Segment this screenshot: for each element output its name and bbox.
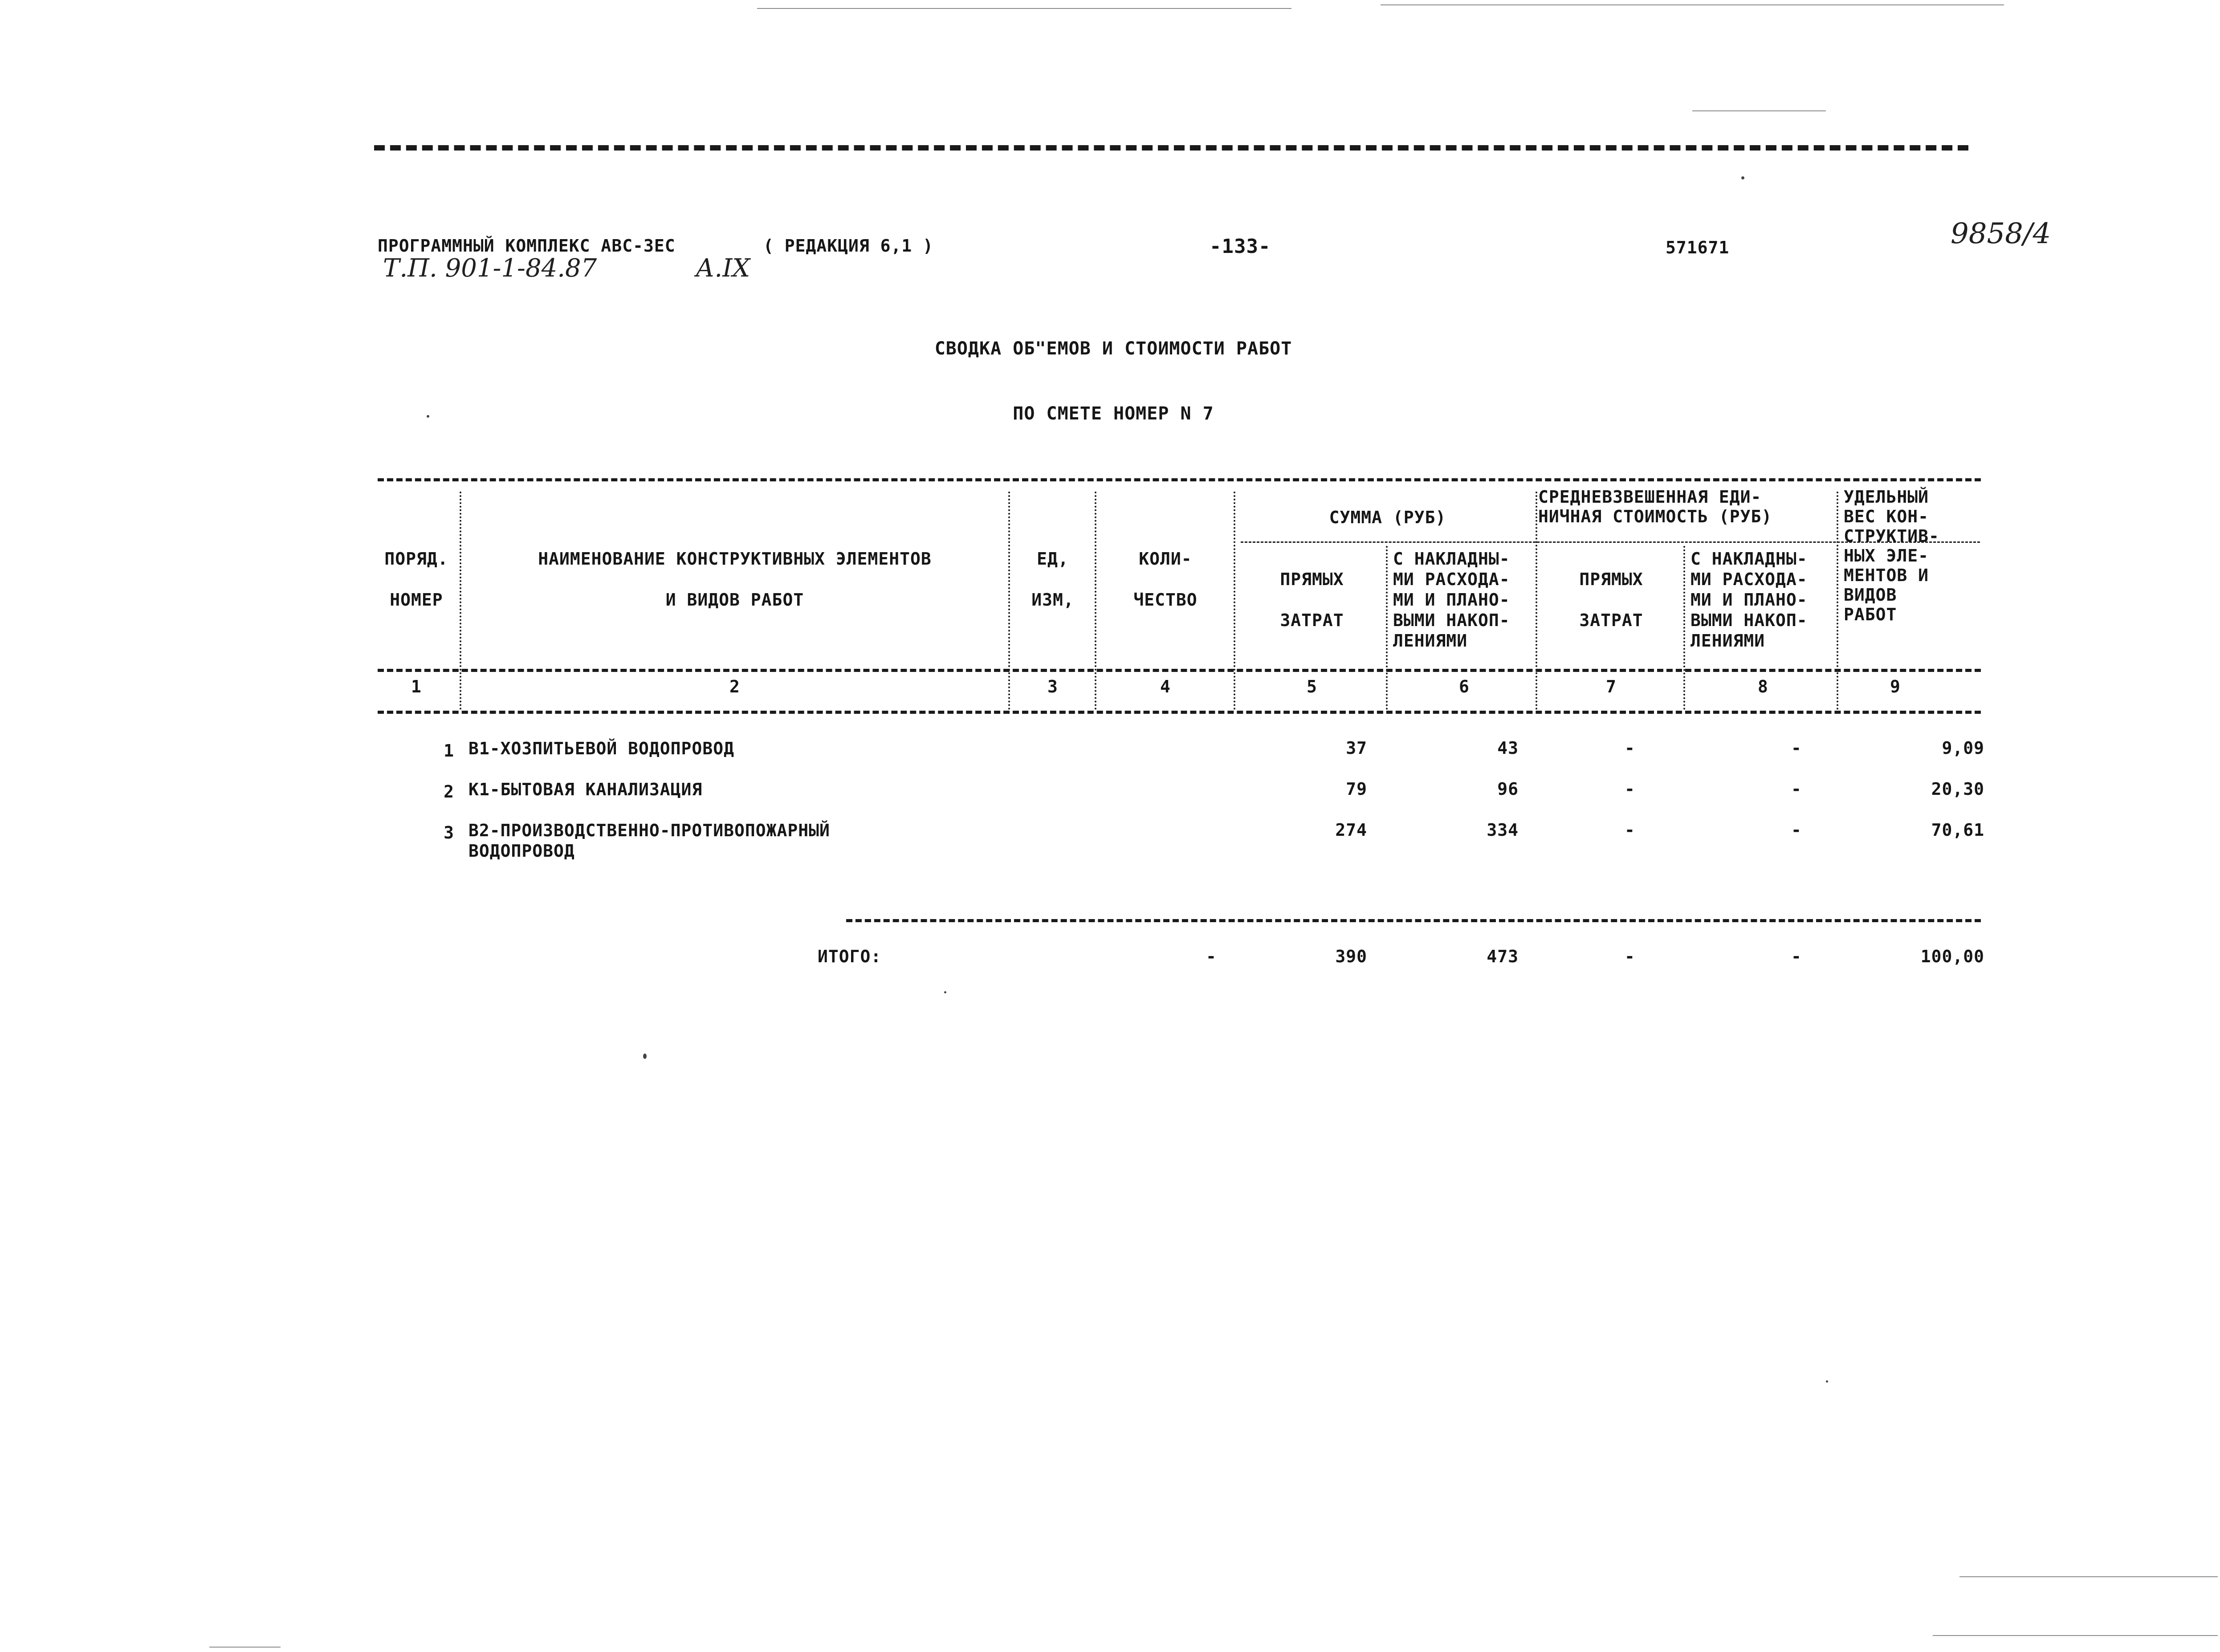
row-name: В1-ХОЗПИТЬЕВОЙ ВОДОПРОВОД bbox=[468, 739, 734, 758]
row-avg-overhead: - bbox=[1791, 738, 1802, 758]
scan-line bbox=[1381, 4, 2004, 5]
row-share: 70,61 bbox=[1931, 820, 1984, 840]
row-name: К1-БЫТОВАЯ КАНАЛИЗАЦИЯ bbox=[468, 780, 703, 799]
handwritten-project-ref: Т.П. 901-1-84.87 bbox=[383, 254, 597, 283]
col-divider-8 bbox=[1837, 492, 1838, 710]
col-header-sum-overhead: С НАКЛАДНЫ- МИ РАСХОДА- МИ И ПЛАНО- ВЫМИ НАКОП- ЛЕНИЯМИ bbox=[1393, 549, 1510, 651]
col-number: 1 bbox=[411, 677, 422, 696]
row-number: 3 bbox=[444, 823, 454, 842]
col-header-share: УДЕЛЬНЫЙ ВЕС КОН- СТРУКТИВ- НЫХ ЭЛЕ- МЕНТОВ И ВИДОВ РАБОТ bbox=[1844, 487, 1939, 624]
row-sum-overhead: 96 bbox=[1497, 779, 1519, 799]
scan-speck bbox=[1741, 176, 1744, 179]
scan-line bbox=[1959, 1576, 2218, 1577]
program-name: ПРОГРАММНЫЙ КОМПЛЕКС АВС-ЗЕС bbox=[378, 236, 676, 256]
row-number: 2 bbox=[444, 782, 454, 802]
top-dash-rule bbox=[374, 145, 1968, 151]
totals-avg-direct: - bbox=[1625, 947, 1635, 966]
row-avg-direct: - bbox=[1625, 779, 1635, 799]
row-share: 9,09 bbox=[1942, 738, 1984, 758]
scan-line bbox=[1933, 1635, 2218, 1636]
document-code: 571671 bbox=[1666, 238, 1730, 257]
col-header-sum-direct: ПРЯМЫХ ЗАТРАТ bbox=[1280, 570, 1344, 630]
scan-line bbox=[1692, 110, 1826, 111]
row-share: 20,30 bbox=[1931, 779, 1984, 799]
col-number: 7 bbox=[1606, 677, 1617, 696]
table-top-rule bbox=[378, 478, 1981, 481]
scan-line bbox=[209, 1647, 281, 1648]
totals-avg-overhead: - bbox=[1791, 947, 1802, 966]
row-sum-overhead: 334 bbox=[1487, 820, 1519, 840]
scan-speck bbox=[1826, 1380, 1828, 1383]
scan-line bbox=[757, 8, 1291, 9]
row-sum-overhead: 43 bbox=[1497, 738, 1519, 758]
scan-speck bbox=[427, 415, 429, 418]
handwritten-album: А.IX bbox=[696, 254, 750, 283]
row-sum-direct: 79 bbox=[1346, 779, 1367, 799]
row-sum-direct: 37 bbox=[1346, 738, 1367, 758]
page-number: -133- bbox=[1210, 235, 1271, 258]
col-divider-7 bbox=[1683, 546, 1685, 710]
row-avg-direct: - bbox=[1625, 738, 1635, 758]
header-bottom-rule bbox=[378, 669, 1981, 672]
col-number: 9 bbox=[1890, 677, 1901, 696]
col-divider-5 bbox=[1386, 546, 1388, 710]
scan-speck bbox=[643, 1054, 647, 1059]
colnum-bottom-rule bbox=[378, 711, 1981, 714]
col-number: 4 bbox=[1160, 677, 1171, 696]
totals-rule bbox=[846, 919, 1981, 922]
handwritten-sheet-mark: 9858/4 bbox=[1951, 217, 2051, 250]
col-number: 8 bbox=[1758, 677, 1768, 696]
group-header-sum: СУММА (РУБ) bbox=[1329, 508, 1446, 527]
edition-label: ( РЕДАКЦИЯ 6,1 ) bbox=[763, 236, 934, 256]
col-divider-3 bbox=[1095, 492, 1096, 710]
col-number: 6 bbox=[1459, 677, 1470, 696]
row-name: В2-ПРОИЗВОДСТВЕННО-ПРОТИВОПОЖАРНЫЙ ВОДОПРОВОД bbox=[468, 821, 830, 861]
totals-quantity: - bbox=[1206, 947, 1217, 966]
col-header-unit: ЕД, ИЗМ, bbox=[1031, 549, 1074, 610]
col-header-avg-overhead: С НАКЛАДНЫ- МИ РАСХОДА- МИ И ПЛАНО- ВЫМИ НАКОП- ЛЕНИЯМИ bbox=[1690, 549, 1808, 651]
row-sum-direct: 274 bbox=[1335, 820, 1367, 840]
col-divider-4 bbox=[1234, 492, 1235, 710]
col-divider-2 bbox=[1008, 492, 1010, 710]
report-subtitle: ПО СМЕТЕ НОМЕР N 7 bbox=[1013, 403, 1214, 424]
row-avg-overhead: - bbox=[1791, 820, 1802, 840]
row-avg-overhead: - bbox=[1791, 779, 1802, 799]
col-header-quantity: КОЛИ- ЧЕСТВО bbox=[1133, 549, 1198, 610]
scan-speck bbox=[944, 991, 946, 993]
col-number: 3 bbox=[1047, 677, 1058, 696]
totals-label: ИТОГО: bbox=[818, 947, 882, 966]
row-number: 1 bbox=[444, 741, 454, 761]
col-header-element-name: НАИМЕНОВАНИЕ КОНСТРУКТИВНЫХ ЭЛЕМЕНТОВ И ВИДОВ РАБОТ bbox=[538, 549, 932, 610]
row-avg-direct: - bbox=[1625, 820, 1635, 840]
col-header-order-number: ПОРЯД. НОМЕР bbox=[384, 549, 448, 610]
col-number: 2 bbox=[729, 677, 740, 696]
col-divider-1 bbox=[460, 492, 461, 710]
report-title: СВОДКА ОБ"ЕМОВ И СТОИМОСТИ РАБОТ bbox=[934, 338, 1292, 359]
totals-share: 100,00 bbox=[1920, 947, 1984, 966]
col-divider-6 bbox=[1536, 492, 1537, 710]
totals-sum-overhead: 473 bbox=[1487, 947, 1519, 966]
group-header-weighted-avg: СРЕДНЕВЗВЕШЕННАЯ ЕДИ- НИЧНАЯ СТОИМОСТЬ (РУБ) bbox=[1538, 487, 1772, 526]
totals-sum-direct: 390 bbox=[1335, 947, 1367, 966]
col-header-avg-direct: ПРЯМЫХ ЗАТРАТ bbox=[1579, 570, 1643, 630]
col-number: 5 bbox=[1307, 677, 1317, 696]
